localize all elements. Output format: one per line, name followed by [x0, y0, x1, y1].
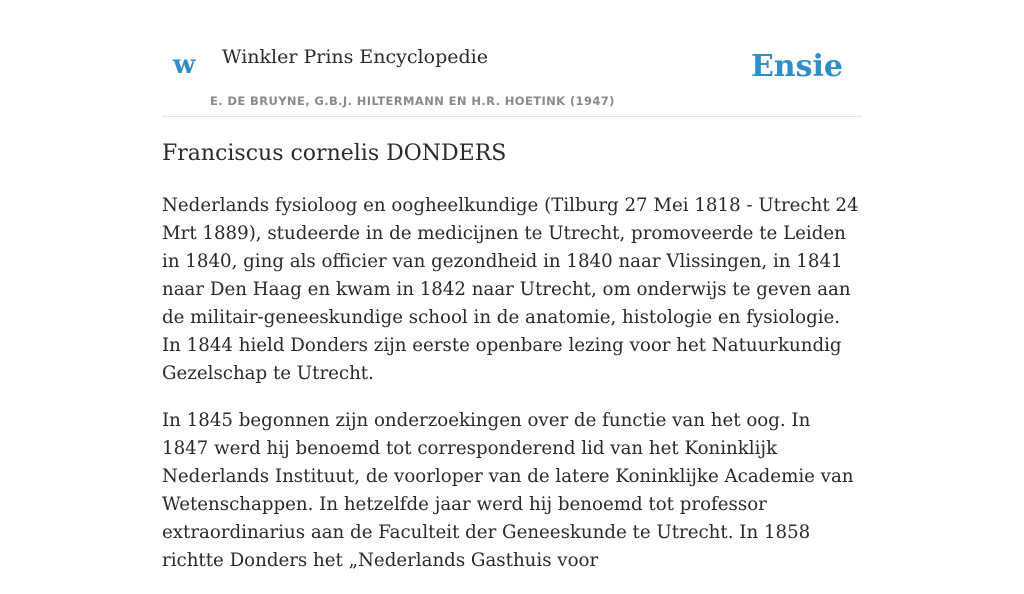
site-logo-icon[interactable]: w	[173, 50, 196, 80]
article-title: Franciscus cornelis DONDERS	[162, 141, 507, 166]
authors-line: E. DE BRUYNE, G.B.J. HILTERMANN EN H.R. HOETINK (1947)	[210, 94, 615, 108]
site-header	[162, 0, 862, 117]
brand-logo[interactable]: Ensie	[750, 49, 843, 84]
article-paragraph: In 1845 begonnen zijn onderzoekingen over de functie van het oog. In 1847 werd hij benoemd tot corresponderend lid van het Koninklijk Nederlands Instituut, de voorloper van de latere Koninklijke Academie van Wetenschappen. In hetzelfde jaar werd hij benoemd tot professor extraordinarius aan de Faculteit der Geneeskunde te Utrecht. In 1858 richtte Donders het „Nederlands Gasthuis voor	[162, 410, 854, 571]
article-body	[162, 192, 862, 594]
article-paragraph: Nederlands fysioloog en oogheelkundige (Tilburg 27 Mei 1818 - Utrecht 24 Mrt 1889), studeerde in de medicijnen te Utrecht, promoveerde te Leiden in 1840, ging als officier van gezondheid in 1840 naar Vlissingen, in 1841 naar Den Haag en kwam in 1842 naar Utrecht, om onderwijs te geven aan de militair-geneeskundige school in de anatomie, histologie en fysiologie. In 1844 hield Donders zijn eerste openbare lezing voor het Natuurkundig Gezelschap te Utrecht.	[162, 195, 859, 384]
site-title[interactable]: Winkler Prins Encyclopedie	[222, 46, 488, 68]
